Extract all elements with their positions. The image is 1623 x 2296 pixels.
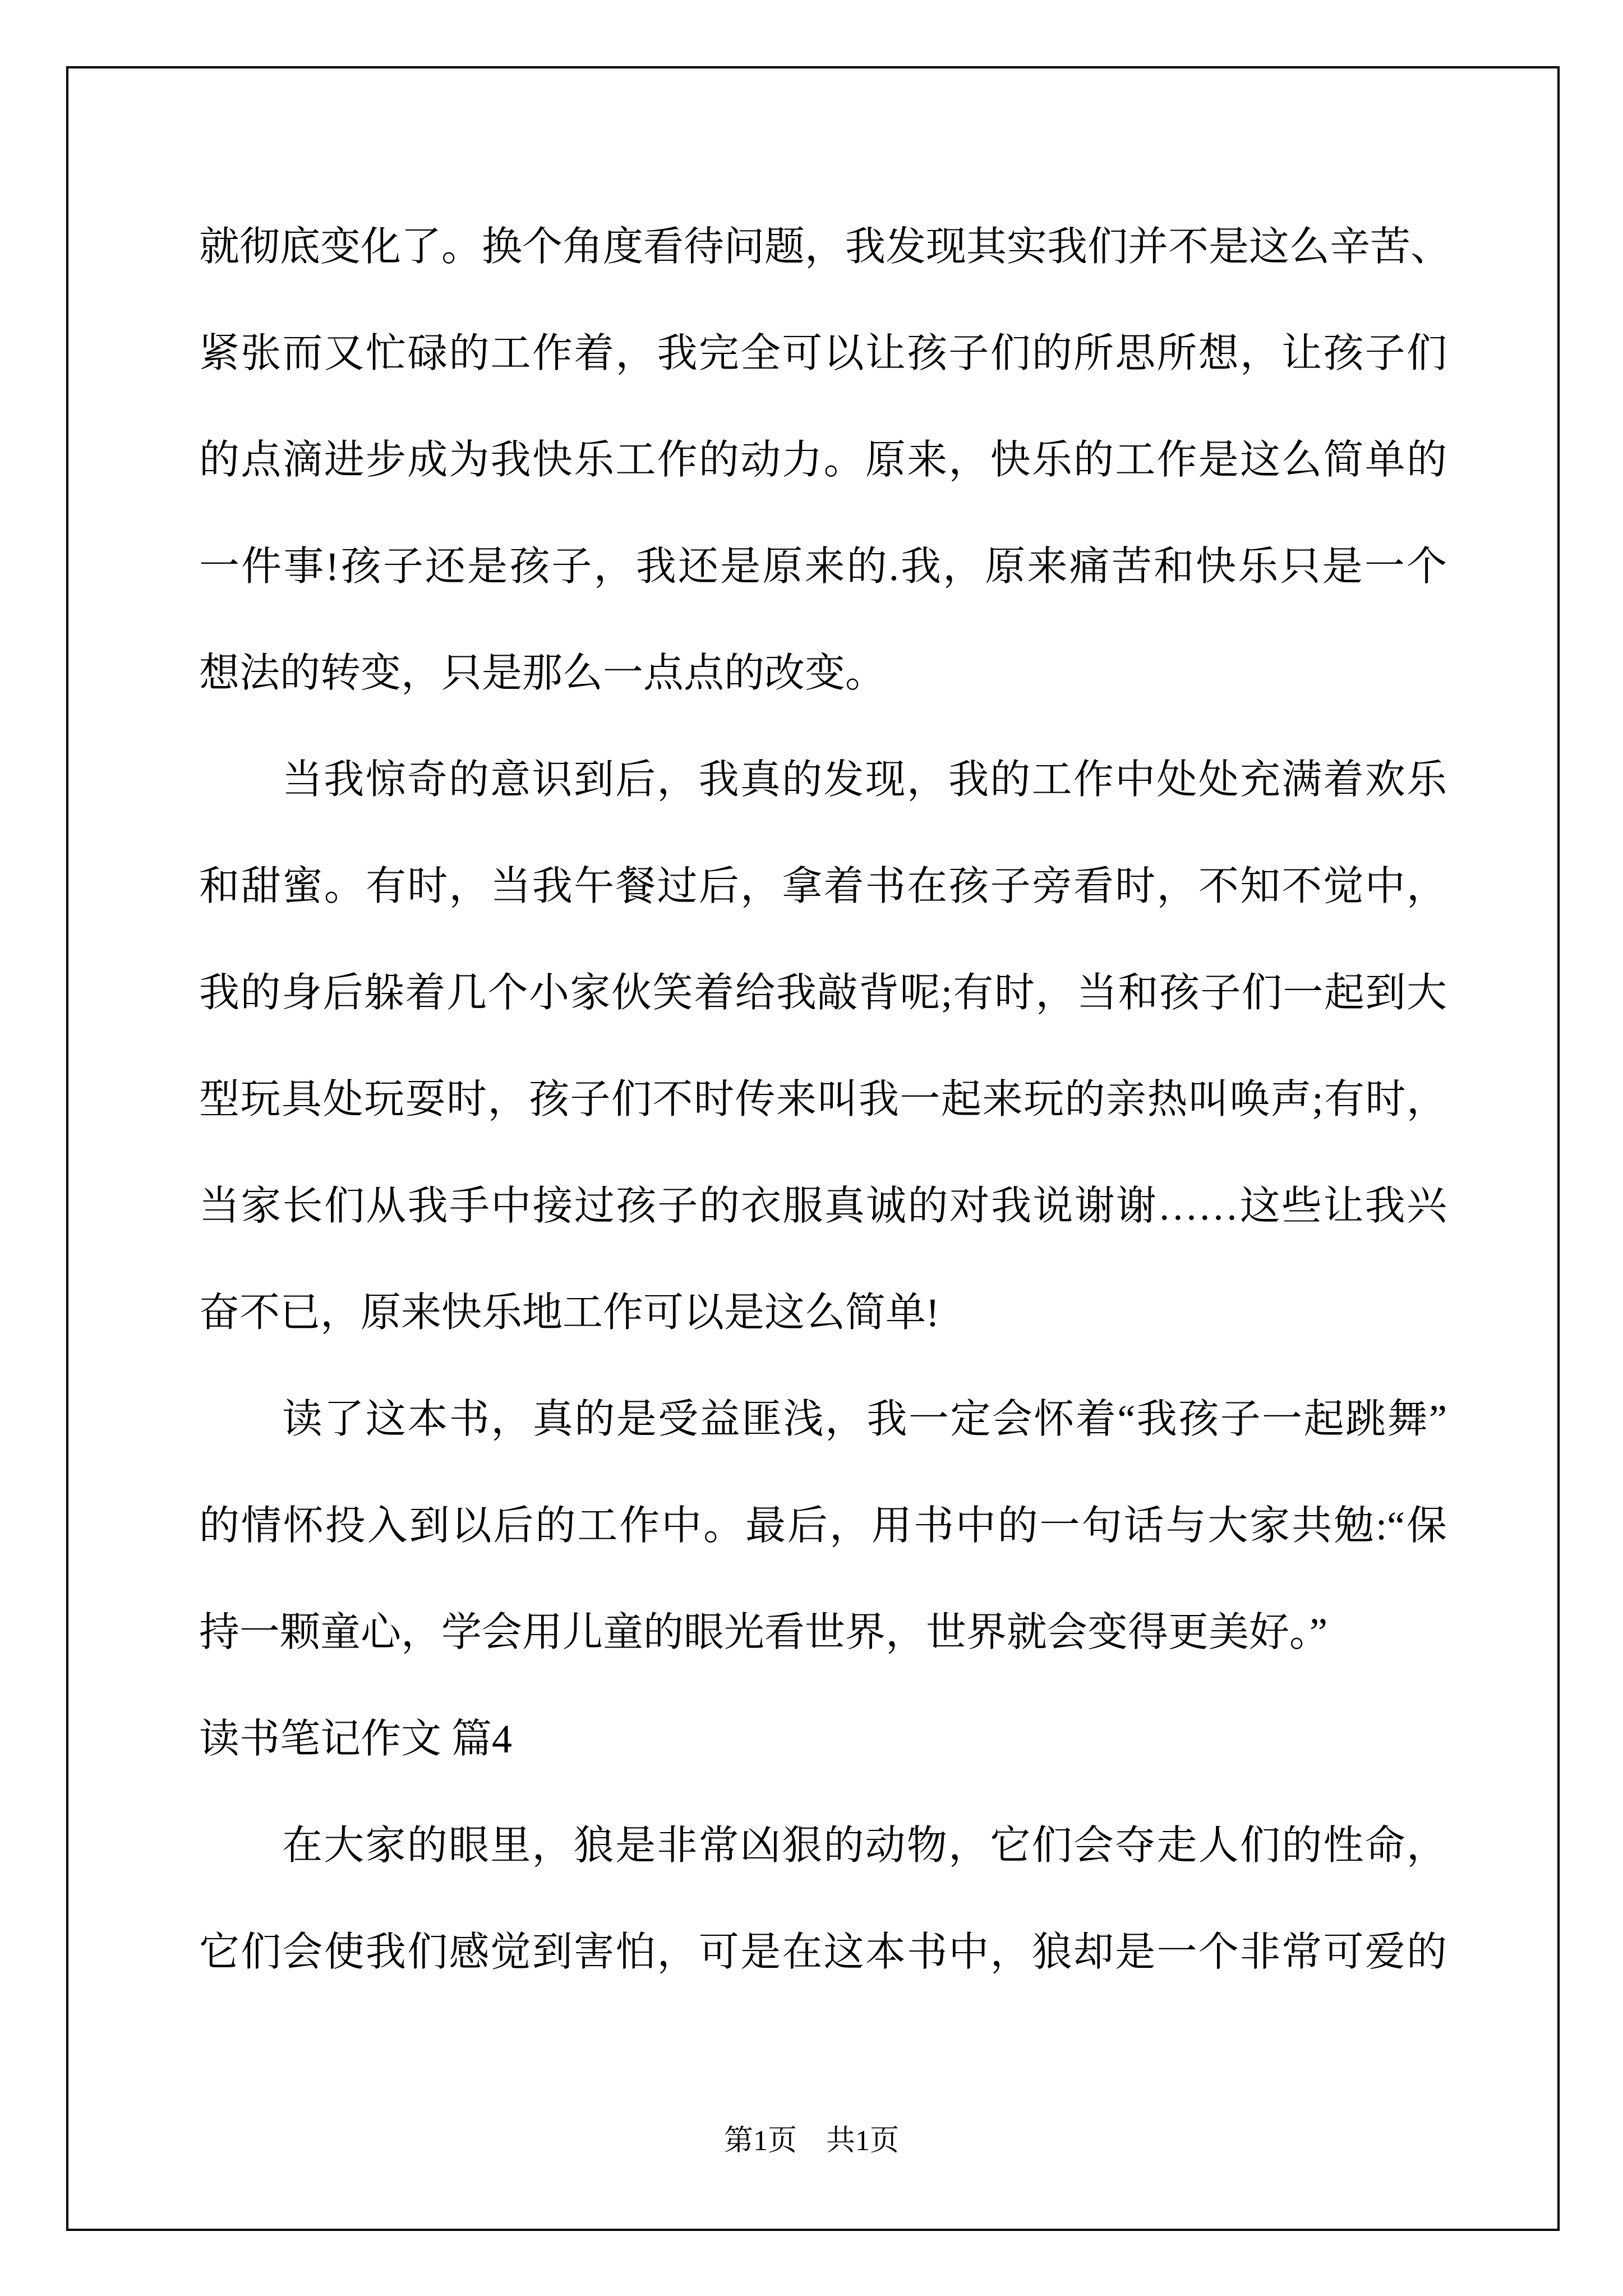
text-line: 持一颗童心，学会用儿童的眼光看世界，世界就会变得更美好。” — [199, 1610, 1327, 1655]
text-line: 的点滴进步成为我快乐工作的动力。原来，快乐的工作是这么简单的 — [199, 438, 1447, 482]
text-line: 就彻底变化了。换个角度看待问题，我发现其实我们并不是这么辛苦、 — [199, 224, 1451, 269]
text-line: 一件事!孩子还是孩子，我还是原来的.我，原来痛苦和快乐只是一个 — [199, 544, 1447, 589]
text-line: 我的身后躲着几个小家伙笑着给我敲背呢;有时，当和孩子们一起到大 — [199, 970, 1447, 1015]
text-line: 读书笔记作文 篇4 — [199, 1717, 513, 1761]
text-line: 当家长们从我手中接过孩子的衣服真诚的对我说谢谢……这些让我兴 — [199, 1184, 1447, 1228]
text-line: 它们会使我们感觉到害怕，可是在这本书中，狼却是一个非常可爱的 — [199, 1930, 1447, 1975]
text-line: 在大家的眼里，狼是非常凶狠的动物，它们会夺走人们的性命， — [282, 1823, 1447, 1868]
page-footer: 第1页 共1页 — [723, 2125, 899, 2157]
text-line: 紧张而又忙碌的工作着，我完全可以让孩子们的所思所想，让孩子们 — [199, 331, 1447, 376]
text-line: 和甜蜜。有时，当我午餐过后，拿着书在孩子旁看时，不知不觉中， — [199, 864, 1447, 909]
text-line: 想法的转变，只是那么一点点的改变。 — [199, 651, 886, 696]
text-line: 型玩具处玩耍时，孩子们不时传来叫我一起来玩的亲热叫唤声;有时， — [199, 1077, 1447, 1122]
text-line: 的情怀投入到以后的工作中。最后，用书中的一句话与大家共勉:“保 — [199, 1503, 1447, 1548]
text-line: 奋不已，原来快乐地工作可以是这么简单! — [199, 1290, 939, 1335]
essay-text — [199, 194, 1451, 2005]
text-line: 读了这本书，真的是受益匪浅，我一定会怀着“我孩子一起跳舞” — [282, 1397, 1447, 1442]
text-line: 当我惊奇的意识到后，我真的发现，我的工作中处处充满着欢乐 — [282, 757, 1447, 802]
